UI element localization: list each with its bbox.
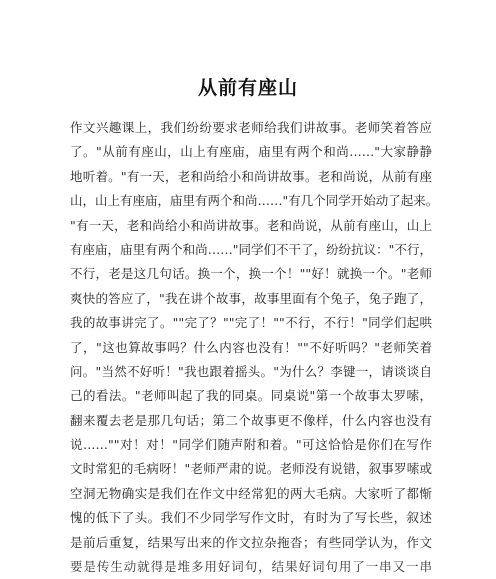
paragraph-line: 了。"从前有座山，山上有座庙，庙里有两个和尚……"大家静静 (70, 144, 432, 160)
paragraph-line: "有一天，老和尚给小和尚讲故事。老和尚说，从前有座山，山上 (70, 217, 432, 233)
document-title: 从前有座山 (197, 77, 298, 99)
paragraph-line: 翻来覆去老是那几句话；第二个故事更不像样，什么内容也没有 (70, 412, 432, 428)
paragraph-line: 爽快的答应了，"我在讲个故事，故事里面有个兔子，兔子跑了， (70, 290, 432, 306)
paragraph-line: 是前后重复，结果写出来的作文拉杂拖沓；有些同学认为，作文 (70, 534, 432, 550)
paragraph-line: 愧的低下了头。我们不少同学写作文时，有时为了写长些，叙述 (70, 510, 432, 526)
paragraph-line: 要是传生动就得是堆多用好词句，结果好词句用了一串又一串 (70, 559, 432, 575)
paragraph-line: 作文兴趣课上，我们纷纷要求老师给我们讲故事。老师笑着答应 (70, 120, 432, 135)
paragraph-line: 空洞无物确实是我们在作文中经常犯的两大毛病。大家听了都惭 (70, 485, 432, 501)
paragraph-line: 有座庙，庙里有两个和尚……"同学们不干了，纷纷抗议："不行， (70, 241, 432, 257)
paragraph-line: 了，"这也算故事吗？什么内容也没有！""不好听吗？"老师笑着 (70, 339, 432, 355)
paragraph-line: 文时常犯的毛病呀！"老师严肃的说。老师没有说错，叙事罗嗦或 (70, 461, 432, 477)
document-body (70, 116, 439, 579)
paragraph-line: 问。"当然不好听！"我也跟着摇头。"为什么？李键一，请谈谈自 (70, 363, 432, 379)
paragraph-line: 说……""对！对！"同学们随声附和着。"可这恰恰是你们在写作 (70, 437, 432, 453)
paragraph-line: 山，山上有座庙，庙里有两个和尚……"有几个同学开始动了起来。 (70, 193, 439, 209)
paragraph-line: 不行，老是这几句话。换一个，换一个！""好！就换一个。"老师 (70, 266, 432, 282)
paragraph-line: 地听着。"有一天，老和尚给小和尚讲故事。老和尚说，从前有座 (70, 168, 432, 184)
paragraph-line: 己的看法。"老师叫起了我的同桌。同桌说"第一个故事太罗嗦， (70, 388, 432, 404)
paragraph-line: 我的故事讲完了。""完了？""完了！""不行，不行！"同学们起哄 (70, 315, 432, 331)
